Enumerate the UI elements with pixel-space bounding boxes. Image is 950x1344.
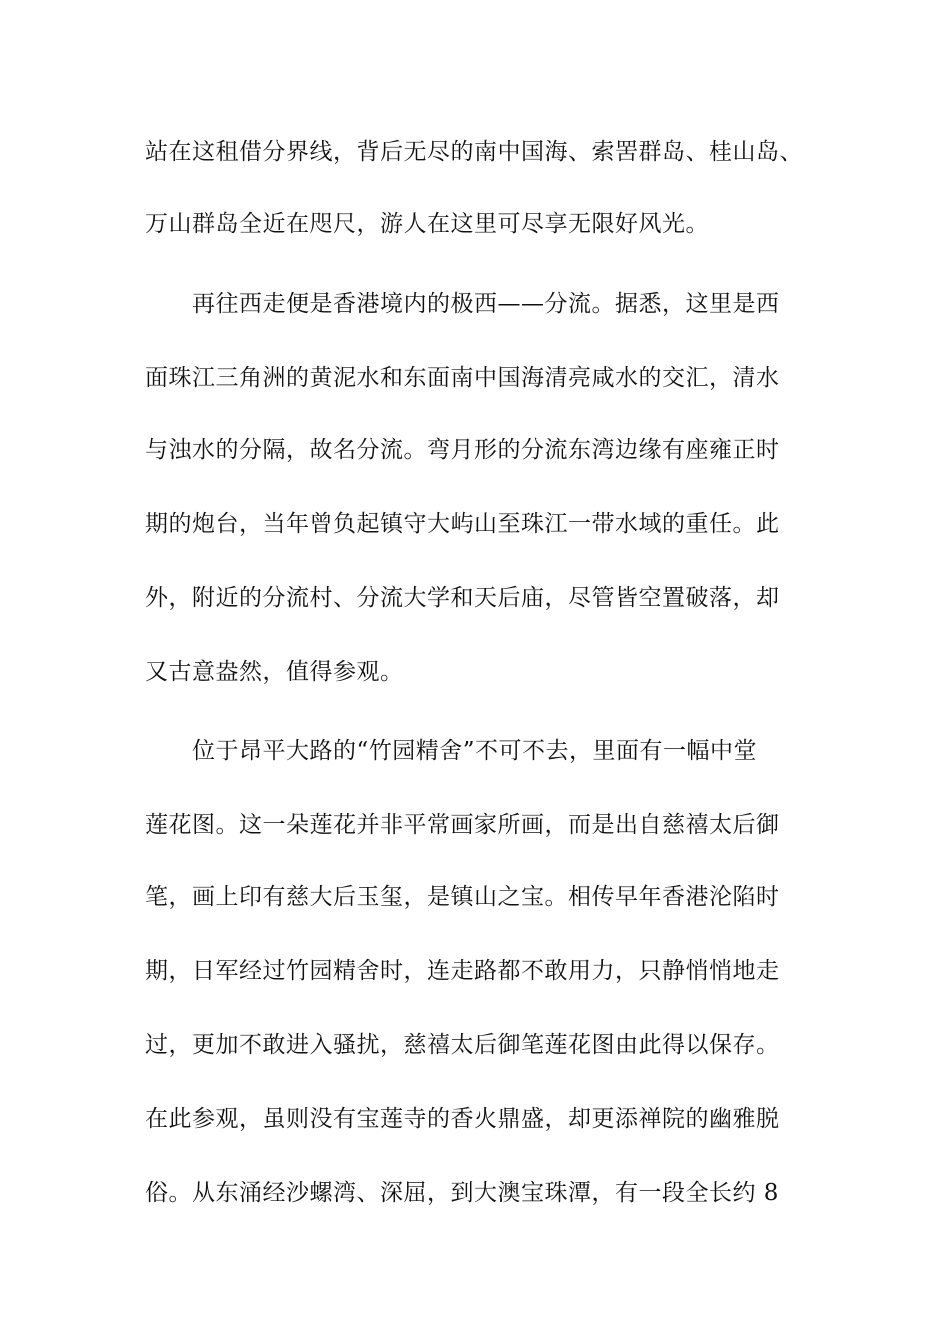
paragraph-start-line: 位于昂平大路的“竹园精舍”不可不去，里面有一幅中堂 xyxy=(192,738,758,764)
text-line: 俗。从东涌经沙螺湾、深屈，到大澳宝珠潭，有一段全长约 8 xyxy=(145,1180,779,1206)
text-line: 又古意盎然，值得参观。 xyxy=(145,659,404,685)
text-line: 笔，画上印有慈大后玉玺，是镇山之宝。相传早年香港沦陷时 xyxy=(145,884,780,910)
text-line: 在此参观，虽则没有宝莲寺的香火鼎盛，却更添禅院的幽雅脱 xyxy=(145,1106,780,1132)
text-line: 外，附近的分流村、分流大学和天后庙，尽管皆空置破落，却 xyxy=(145,585,780,611)
text-line: 与浊水的分隔，故名分流。弯月形的分流东湾边缘有座雍正时 xyxy=(145,437,780,463)
text-line: 站在这租借分界线，背后无尽的南中国海、索罟群岛、桂山岛、 xyxy=(145,139,803,165)
text-line: 过，更加不敢进入骚扰，慈禧太后御笔莲花图由此得以保存。 xyxy=(145,1032,780,1058)
text-line: 万山群岛全近在咫尺，游人在这里可尽享无限好风光。 xyxy=(145,211,709,237)
text-line: 期的炮台，当年曾负起镇守大屿山至珠江一带水域的重任。此 xyxy=(145,511,780,537)
text-line: 期，日军经过竹园精舍时，连走路都不敢用力，只静悄悄地走 xyxy=(145,958,780,984)
text-line: 莲花图。这一朵莲花并非平常画家所画，而是出自慈禧太后御 xyxy=(145,812,780,838)
paragraph-start-line: 再往西走便是香港境内的极西——分流。据悉，这里是西 xyxy=(192,291,780,317)
text-line: 面珠江三角洲的黄泥水和东面南中国海清亮咸水的交汇，清水 xyxy=(145,365,780,391)
